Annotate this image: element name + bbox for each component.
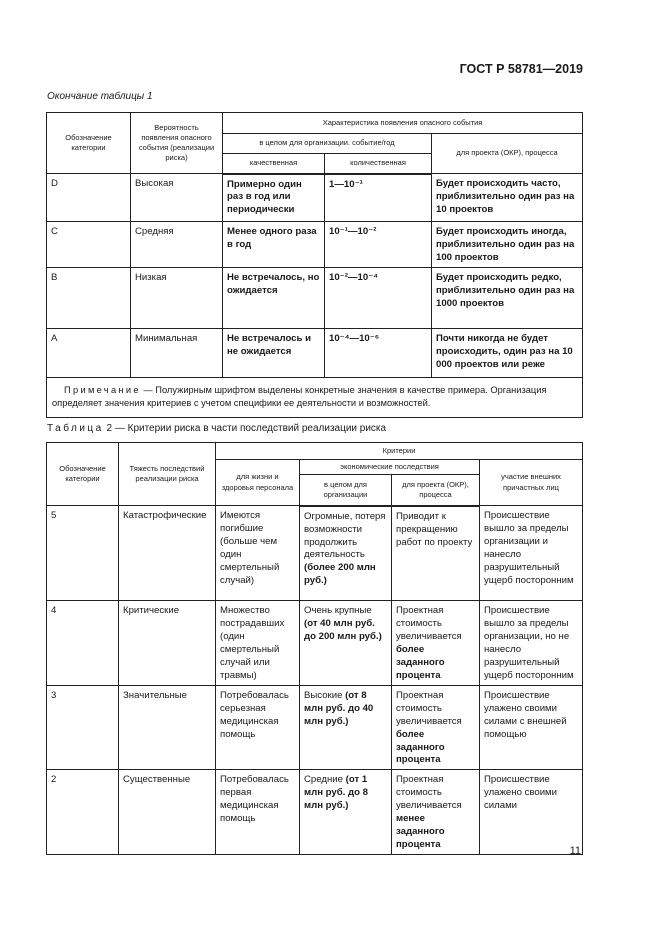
t2-proj-bold: менее заданного процента	[396, 813, 445, 851]
t2-row	[47, 601, 583, 686]
t2-sev: Существенные	[119, 770, 216, 855]
document-header: ГОСТ Р 58781—2019	[459, 62, 583, 76]
t2-header-project: для проекта (ОКР), процесса	[392, 475, 480, 506]
table1	[46, 112, 583, 418]
t1-quant: 1—10⁻¹	[325, 174, 432, 222]
t1-qual: Примерно один раз в год или периодически	[223, 174, 325, 222]
t1-header-org: в целом для организации. событие/год	[223, 134, 432, 154]
table1-continuation-caption: Окончание таблицы 1	[47, 91, 153, 102]
t2-header-severity: Тяжесть последствий реализации риска	[119, 443, 216, 506]
t1-cat: D	[47, 174, 131, 222]
t2-header-category: Обозначение категории	[47, 443, 119, 506]
t2-org-plain: Высокие	[304, 689, 346, 701]
t1-project: Будет происходить часто, приблизительно один раз на 10 проектов	[432, 174, 583, 222]
note-text: — Полужирным шрифтом выделены конкретные значения в качестве примера. Организация определяет значения критериев с учетом специфики ее деятельности и возможностей.	[52, 385, 547, 409]
t2-ext: Происшествие вышло за пределы организации и нанесло разрушительный ущерб посторонним	[480, 506, 583, 601]
t2-proj-plain: Проектная стоимость увеличивается	[396, 689, 462, 727]
t2-proj-bold: более заданного процента	[396, 643, 445, 681]
t1-row	[47, 268, 583, 329]
t2-org	[300, 685, 392, 770]
table2	[46, 442, 583, 855]
t2-org-bold: (от 8 млн руб. до 40 млн руб.)	[304, 689, 374, 727]
t2-header-economic: экономические последствия	[300, 460, 480, 475]
t1-header-probability: Вероятность появления опасного события (реализации риска)	[131, 113, 223, 174]
t1-header-characteristic: Характеристика появления опасного события	[223, 113, 583, 134]
table2-title	[47, 423, 386, 434]
t2-org	[300, 601, 392, 686]
t2-life: Множество пострадавших (один смертельный случай или травмы)	[216, 601, 300, 686]
t1-row	[47, 329, 583, 378]
t2-row	[47, 685, 583, 770]
t2-header-org: в целом для организации	[300, 475, 392, 506]
t2-org	[300, 770, 392, 855]
t1-note	[47, 378, 583, 418]
t2-header-criteria: Критерии	[216, 443, 583, 460]
t2-header-life: для жизни и здоровья персонала	[216, 460, 300, 506]
t1-row	[47, 174, 583, 222]
t1-quant: 10⁻¹—10⁻²	[325, 222, 432, 268]
t1-cat: B	[47, 268, 131, 329]
t2-org-bold: (от 40 млн руб. до 200 млн руб.)	[304, 618, 382, 642]
t1-qual: Менее одного раза в год	[223, 222, 325, 268]
t2-org	[300, 506, 392, 601]
table2-title-text: 2 — Критерии риска в части последствий реализации риска	[106, 423, 387, 434]
t2-proj	[392, 506, 480, 601]
t1-project: Будет происходить редко, приблизительно один раз на 1000 проектов	[432, 268, 583, 329]
t2-proj-plain: Приводит к прекращению работ по проекту	[396, 510, 473, 548]
t1-quant: 10⁻⁴—10⁻⁶	[325, 329, 432, 378]
t2-proj-bold: более заданного процента	[396, 728, 445, 766]
t2-sev: Значительные	[119, 685, 216, 770]
t2-proj	[392, 601, 480, 686]
t2-cat: 4	[47, 601, 119, 686]
t1-cat: A	[47, 329, 131, 378]
t2-org-bold: (более 200 млн руб.)	[304, 562, 376, 587]
t2-sev: Критические	[119, 601, 216, 686]
t1-prob: Низкая	[131, 268, 223, 329]
t2-org-bold: (от 1 млн руб. до 8 млн руб.)	[304, 774, 368, 812]
t1-prob: Средняя	[131, 222, 223, 268]
t2-cat: 3	[47, 685, 119, 770]
t2-cat: 2	[47, 770, 119, 855]
t2-row	[47, 770, 583, 855]
t2-life: Потребовалась серьезная медицинская помощь	[216, 685, 300, 770]
t1-prob: Минимальная	[131, 329, 223, 378]
t1-header-project: для проекта (ОКР), процесса	[432, 134, 583, 174]
t1-project: Будет происходить иногда, приблизительно один раз на 100 проектов	[432, 222, 583, 268]
note-label: Примечание	[64, 385, 141, 395]
t2-org-plain: Очень крупные	[304, 605, 372, 617]
t2-proj-plain: Проектная стоимость увеличивается	[396, 605, 462, 642]
t2-proj	[392, 770, 480, 855]
t1-cat: C	[47, 222, 131, 268]
t2-header-external: участие внешних причастных лиц	[480, 460, 583, 506]
t1-header-category: Обозначение категории	[47, 113, 131, 174]
t2-life: Потребовалась первая медицинская помощь	[216, 770, 300, 855]
t1-header-quantitative: количественная	[325, 154, 432, 174]
t1-row	[47, 222, 583, 268]
t1-header-qualitative: качественная	[223, 154, 325, 174]
t1-prob: Высокая	[131, 174, 223, 222]
t2-ext: Происшествие улажено своими силами	[480, 770, 583, 855]
page-number: 11	[569, 845, 581, 857]
table2-title-label: Таблица	[47, 423, 104, 434]
t2-org-plain: Огромные, потеря возможности продолжить деятельность	[304, 510, 386, 561]
t2-ext: Происшествие вышло за пределы организации, но не нанесло разрушительный ущерб посторонним	[480, 601, 583, 686]
t2-row	[47, 506, 583, 601]
t1-qual: Не встречалось и не ожидается	[223, 329, 325, 378]
t2-cat: 5	[47, 506, 119, 601]
t1-project: Почти никогда не будет происходить, один раз на 10 000 проектов или реже	[432, 329, 583, 378]
t1-quant: 10⁻²—10⁻⁴	[325, 268, 432, 329]
t2-org-plain: Средние	[304, 774, 346, 786]
t2-proj	[392, 685, 480, 770]
t2-ext: Происшествие улажено своими силами с внешней помощью	[480, 685, 583, 770]
t2-sev: Катастрофические	[119, 506, 216, 601]
t2-proj-plain: Проектная стоимость увеличивается	[396, 774, 462, 812]
t1-qual: Не встречалось, но ожидается	[223, 268, 325, 329]
t2-life: Имеются погибшие (больше чем один смертельный случай)	[216, 506, 300, 601]
